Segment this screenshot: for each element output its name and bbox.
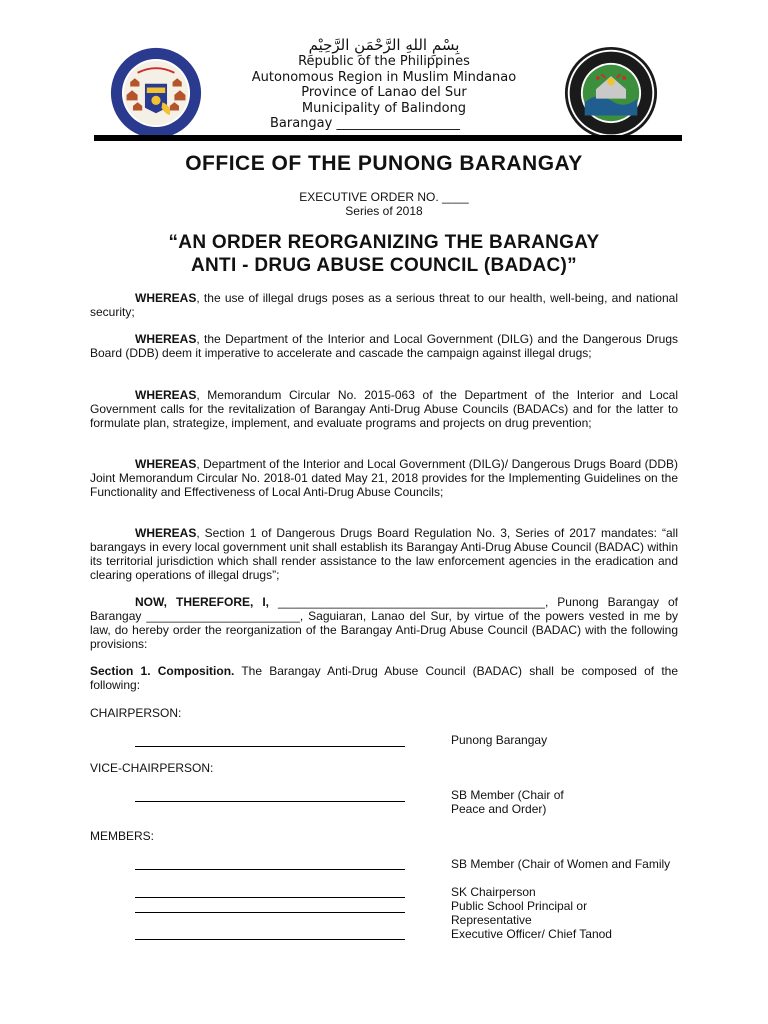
member-signature-line-2 xyxy=(135,897,405,898)
whereas-text: , Section 1 of Dangerous Drugs Board Regulation No. 3, Series of 2017 mandates: “all barangays in every local government unit shall establish its Barangay Anti-Drug Abuse Council (BADAC) within its territorial jurisdiction which shall render assistance to the law enforcement agencies in the eradication and clearing operations of illegal drugs”; xyxy=(90,526,678,582)
members-label: MEMBERS: xyxy=(90,829,155,843)
now-therefore-paragraph xyxy=(90,595,678,651)
whereas-lead: WHEREAS xyxy=(135,457,197,471)
chairperson-role: Punong Barangay xyxy=(451,733,548,747)
section-1-text: The Barangay Anti-Drug Abuse Council (BADAC) shall be composed of the following: xyxy=(90,664,678,692)
whereas-lead: WHEREAS xyxy=(135,388,197,402)
whereas-paragraph-3 xyxy=(90,388,678,430)
letterhead-line-republic: Republic of the Philippines xyxy=(298,54,470,69)
letterhead-line-province: Province of Lanao del Sur xyxy=(301,85,467,100)
vice-chairperson-label: VICE-CHAIRPERSON: xyxy=(90,761,214,775)
order-title-line-2: ANTI - DRUG ABUSE COUNCIL (BADAC)” xyxy=(191,255,577,276)
letterhead xyxy=(200,37,568,132)
whereas-lead: WHEREAS xyxy=(135,526,197,540)
vice-chairperson-signature-line xyxy=(135,801,405,802)
whereas-paragraph-2 xyxy=(90,332,678,360)
member-signature-line-4 xyxy=(135,939,405,940)
header-divider xyxy=(94,135,682,141)
whereas-paragraph-1 xyxy=(90,291,678,319)
member-role-4: Executive Officer/ Chief Tanod xyxy=(451,927,612,941)
now-therefore-lead: NOW, THEREFORE, I, xyxy=(135,595,269,609)
member-role-3: Public School Principal or Representative xyxy=(451,899,588,927)
whereas-lead: WHEREAS xyxy=(135,291,197,305)
now-therefore-text: ________________________________________, Punong Barangay of Barangay _______________________, Saguiaran, Lanao del Sur, by virtue of the powers vested in me by law, do hereby order the reorganization of the Barangay Anti-Drug Abuse Council (BADAC) with the following provisions: xyxy=(90,595,679,651)
section-1-paragraph xyxy=(90,664,678,692)
member-signature-line-3 xyxy=(135,912,405,913)
member-role-2: SK Chairperson xyxy=(451,885,536,899)
whereas-text: , the use of illegal drugs poses as a serious threat to our health, well-being, and national security; xyxy=(90,291,678,319)
chairperson-label: CHAIRPERSON: xyxy=(90,706,182,720)
letterhead-line-region: Autonomous Region in Muslim Mindanao xyxy=(251,69,517,85)
vice-chairperson-role xyxy=(451,788,681,816)
whereas-text: , the Department of the Interior and Local Government (DILG) and the Dangerous Drugs Board (DDB) deem it imperative to accelerate and cascade the campaign against illegal drugs; xyxy=(90,332,678,360)
chairperson-signature-line xyxy=(135,746,405,747)
vice-chairperson-role-line-1: SB Member (Chair of xyxy=(451,788,564,802)
vice-chairperson-role-line-2: Peace and Order) xyxy=(451,802,547,816)
executive-order-series: Series of 2018 xyxy=(345,204,423,218)
section-1-heading: Section 1. Composition. xyxy=(90,664,235,678)
member-signature-line-1 xyxy=(135,869,405,870)
bismillah-text: بِسْمِ اللهِ الرَّحْمَنِ الرَّحِيْمِ xyxy=(308,36,460,54)
order-title-line-1: “AN ORDER REORGANIZING THE BARANGAY xyxy=(168,232,600,253)
liga-barangay-seal xyxy=(110,47,202,139)
municipality-seal xyxy=(564,46,658,140)
office-title: OFFICE OF THE PUNONG BARANGAY xyxy=(185,152,583,175)
whereas-text: , Memorandum Circular No. 2015-063 of the Department of the Interior and Local Government calls for the revitalization of Barangay Anti-Drug Abuse Councils (BADACs) and for the latter to formulate plan, strategize, implement, and evaluate programs and projects on drug prevention; xyxy=(90,388,678,430)
letterhead-line-barangay: Barangay ___________________ xyxy=(270,116,460,131)
letterhead-line-municipality: Municipality of Balindong xyxy=(301,100,467,116)
member-role-1: SB Member (Chair of Women and Family xyxy=(451,857,671,871)
whereas-text: , Department of the Interior and Local Government (DILG)/ Dangerous Drugs Board (DDB) Joint Memorandum Circular No. 2018-01 dated May 21, 2018 provides for the Implementing Guidelines on the Functionality and Effectiveness of Local Anti-Drug Abuse Councils; xyxy=(90,457,678,499)
whereas-lead: WHEREAS xyxy=(135,332,197,346)
whereas-paragraph-5 xyxy=(90,526,678,582)
order-title xyxy=(0,231,768,277)
executive-order-number: EXECUTIVE ORDER NO. ____ xyxy=(299,190,469,204)
whereas-paragraph-4 xyxy=(90,457,678,499)
